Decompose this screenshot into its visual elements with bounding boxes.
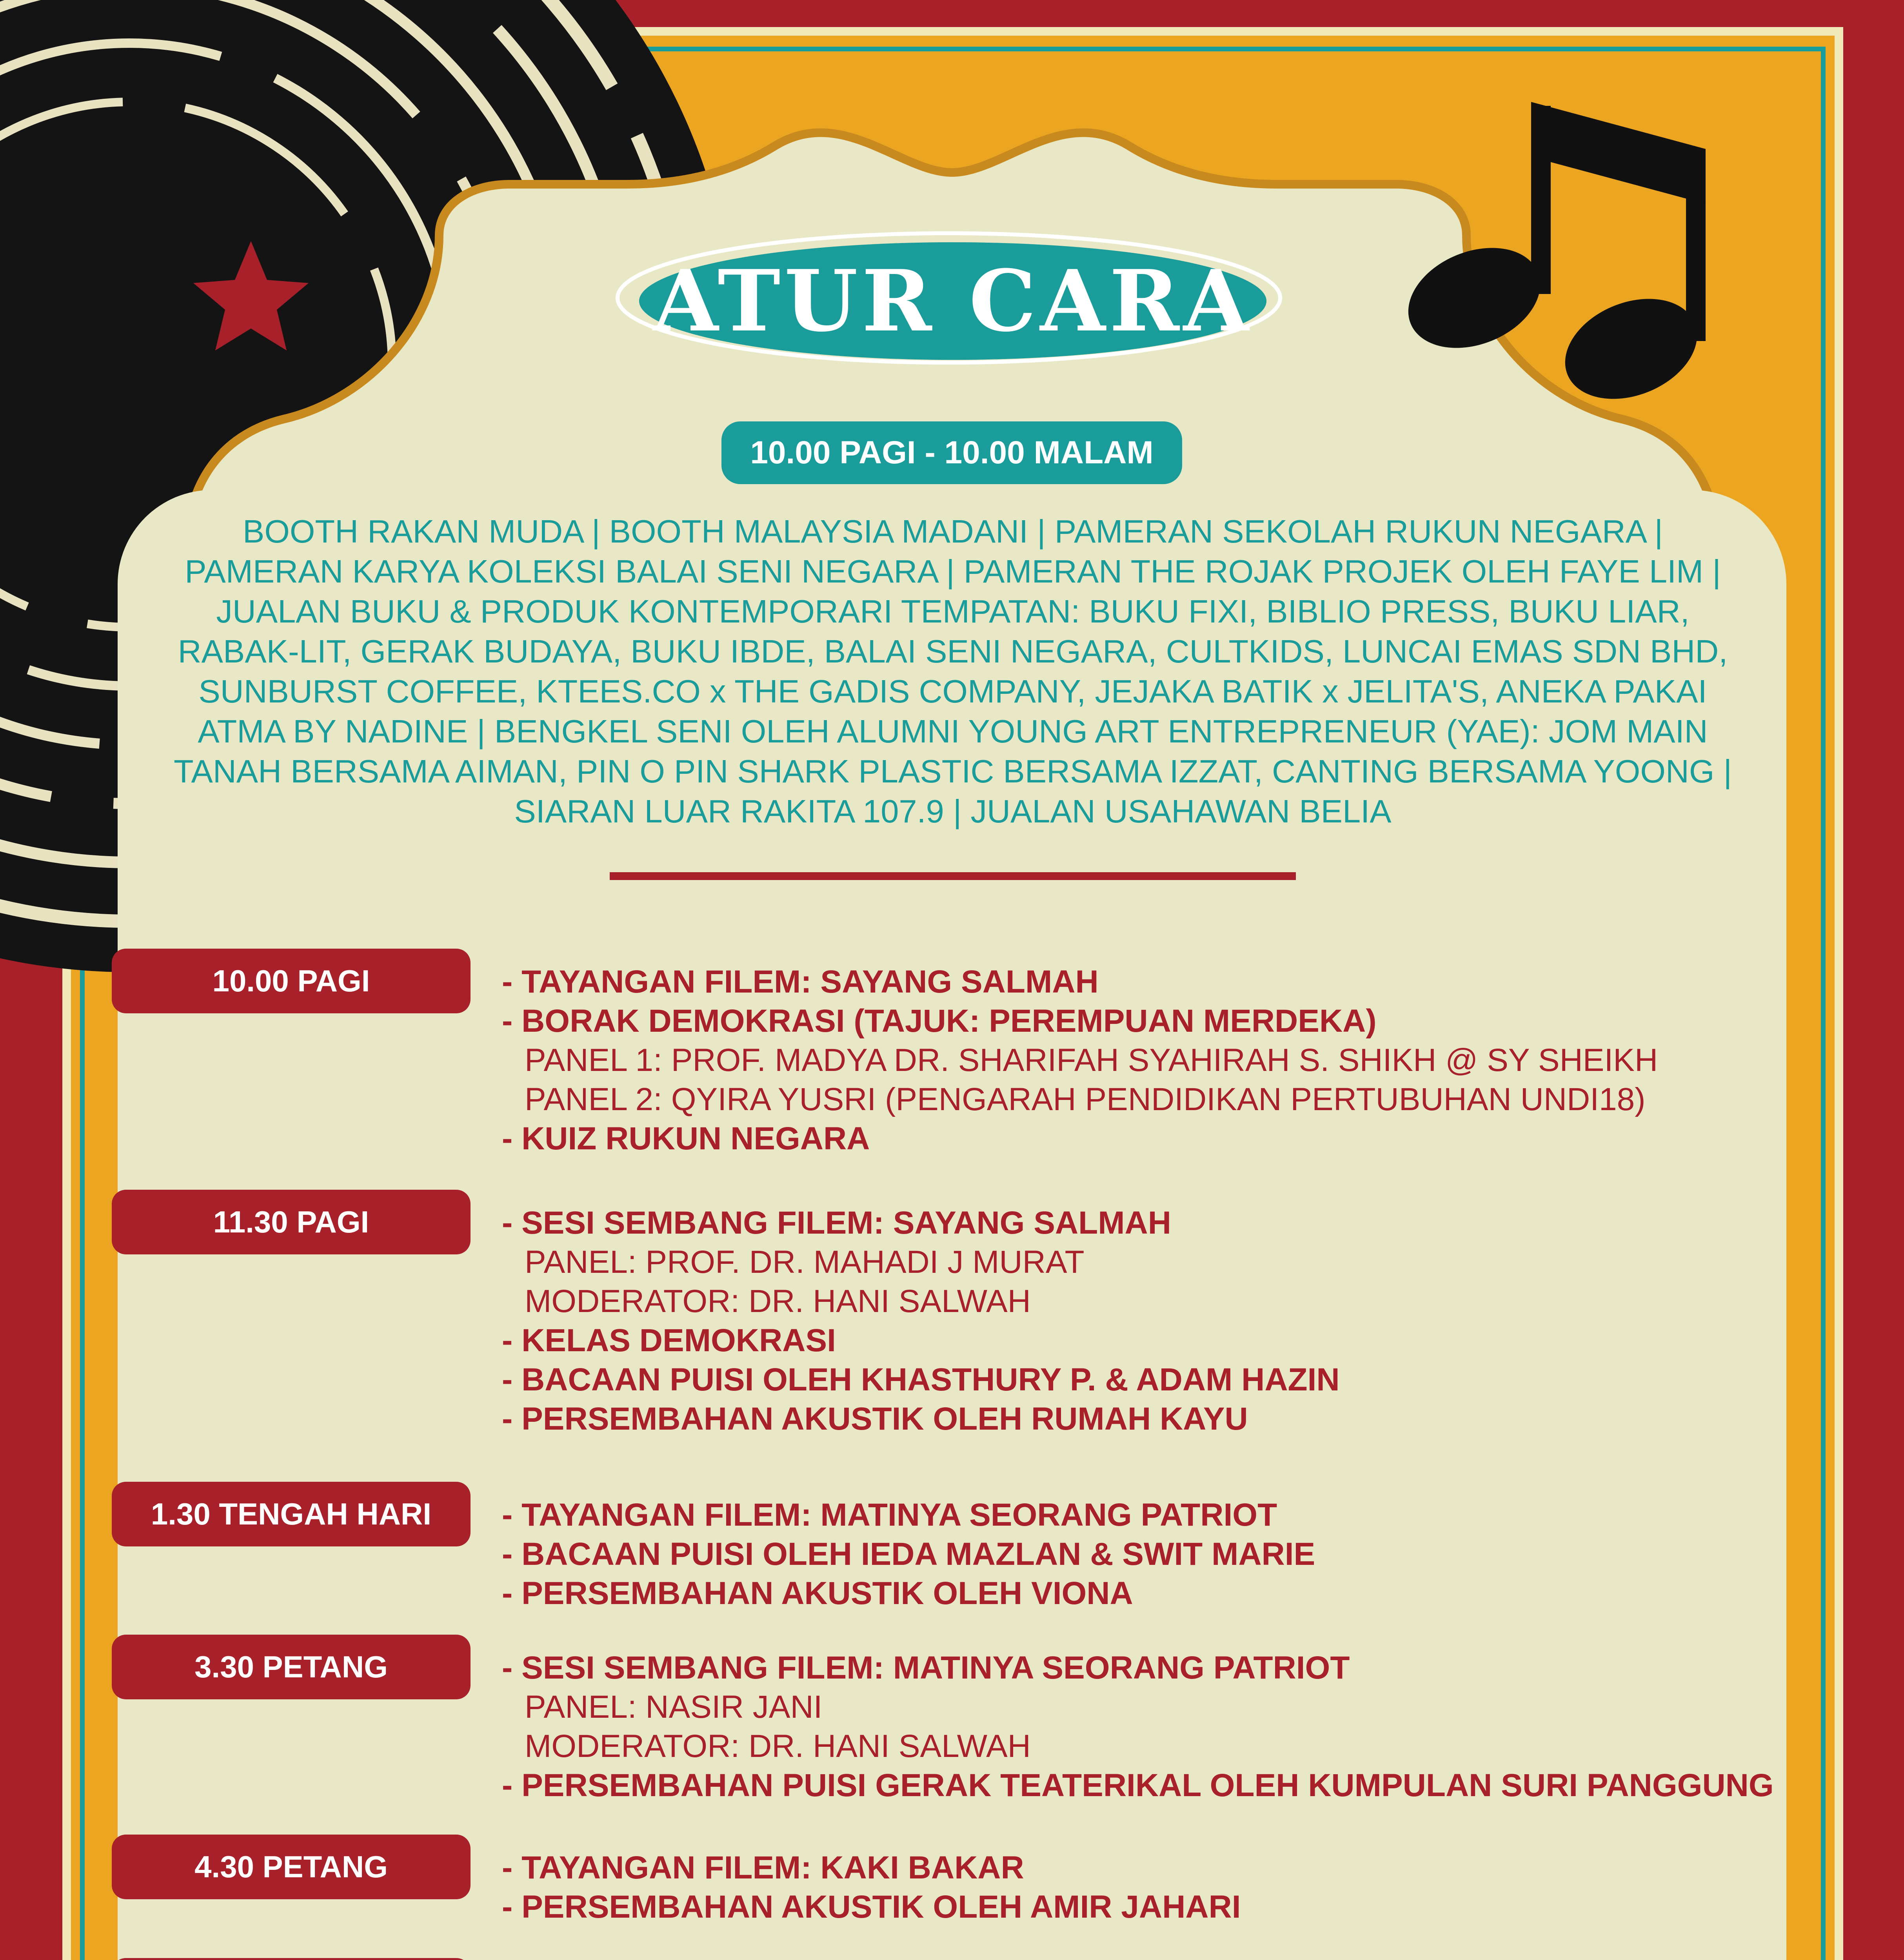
program-item: - PERSEMBAHAN PUISI GERAK TEATERIKAL OLEH KUMPULAN SURI PANGGUNG — [502, 1768, 1774, 1803]
booth-line: BOOTH RAKAN MUDA | BOOTH MALAYSIA MADANI | PAMERAN SEKOLAH RUKUN NEGARA | — [242, 513, 1663, 550]
page-title: ATUR CARA — [653, 251, 1253, 350]
time-slot-badge: 11.30 PAGI — [112, 1190, 471, 1254]
program-item: - TAYANGAN FILEM: KAKI BAKAR — [502, 1850, 1024, 1886]
booth-line: ATMA BY NADINE | BENGKEL SENI OLEH ALUMNI YOUNG ART ENTREPRENEUR (YAE): JOM MAIN — [198, 713, 1708, 750]
time-slot-items — [502, 1648, 1774, 1805]
program-item: - PERSEMBAHAN AKUSTIK OLEH VIONA — [502, 1575, 1133, 1611]
program-detail: PANEL 2: QYIRA YUSRI (PENGARAH PENDIDIKAN PERTUBUHAN UNDI18) — [525, 1082, 1646, 1117]
time-slot-items — [502, 962, 1658, 1158]
time-slot-items — [502, 1495, 1315, 1613]
program-detail: PANEL 1: PROF. MADYA DR. SHARIFAH SYAHIRAH S. SHIKH @ SY SHEIKH — [525, 1042, 1658, 1078]
time-slot-items — [502, 1848, 1241, 1927]
program-item: - PERSEMBAHAN AKUSTIK OLEH RUMAH KAYU — [502, 1401, 1248, 1437]
booth-line: JUALAN BUKU & PRODUK KONTEMPORARI TEMPATAN: BUKU FIXI, BIBLIO PRESS, BUKU LIAR, — [216, 593, 1690, 630]
booth-line: RABAK-LIT, GERAK BUDAYA, BUKU IBDE, BALAI SENI NEGARA, CULTKIDS, LUNCAI EMAS SDN BHD, — [178, 633, 1728, 670]
time-slot-badge — [112, 1958, 471, 1960]
program-item: - KUIZ RUKUN NEGARA — [502, 1121, 870, 1156]
program-item: - PERSEMBAHAN AKUSTIK OLEH AMIR JAHARI — [502, 1889, 1241, 1925]
program-detail: PANEL: NASIR JANI — [525, 1689, 823, 1725]
program-item: - TAYANGAN FILEM: MATINYA SEORANG PATRIOT — [502, 1497, 1277, 1533]
program-detail: MODERATOR: DR. HANI SALWAH — [525, 1283, 1031, 1319]
program-item: - SESI SEMBANG FILEM: SAYANG SALMAH — [502, 1205, 1171, 1241]
booth-line: PAMERAN KARYA KOLEKSI BALAI SENI NEGARA | PAMERAN THE ROJAK PROJEK OLEH FAYE LIM | — [185, 553, 1721, 590]
program-item: - TAYANGAN FILEM: SAYANG SALMAH — [502, 964, 1099, 1000]
program-item: - BORAK DEMOKRASI (TAJUK: PEREMPUAN MERDEKA) — [502, 1003, 1377, 1039]
time-slot-badge: 1.30 TENGAH HARI — [112, 1482, 471, 1546]
time-slot-items — [502, 1203, 1340, 1439]
booth-line: TANAH BERSAMA AIMAN, PIN O PIN SHARK PLASTIC BERSAMA IZZAT, CANTING BERSAMA YOONG | — [173, 753, 1732, 789]
time-slot-badge: 4.30 PETANG — [112, 1835, 471, 1899]
program-item: - KELAS DEMOKRASI — [502, 1323, 836, 1358]
program-detail: PANEL: PROF. DR. MAHADI J MURAT — [525, 1244, 1085, 1280]
title-badge — [614, 231, 1292, 370]
booth-line: SIARAN LUAR RAKITA 107.9 | JUALAN USAHAWAN BELIA — [514, 793, 1392, 829]
program-item: - SESI SEMBANG FILEM: MATINYA SEORANG PATRIOT — [502, 1650, 1350, 1686]
hours-badge: 10.00 PAGI - 10.00 MALAM — [721, 421, 1182, 484]
program-detail: MODERATOR: DR. HANI SALWAH — [525, 1728, 1031, 1764]
booth-list — [169, 512, 1737, 831]
program-item: - BACAAN PUISI OLEH IEDA MAZLAN & SWIT MARIE — [502, 1536, 1315, 1572]
time-slot-badge: 3.30 PETANG — [112, 1635, 471, 1699]
time-slot-badge: 10.00 PAGI — [112, 949, 471, 1013]
program-item: - BACAAN PUISI OLEH KHASTHURY P. & ADAM HAZIN — [502, 1362, 1340, 1397]
section-divider — [610, 872, 1296, 880]
booth-line: SUNBURST COFFEE, KTEES.CO x THE GADIS COMPANY, JEJAKA BATIK x JELITA'S, ANEKA PAKAI — [198, 673, 1707, 710]
